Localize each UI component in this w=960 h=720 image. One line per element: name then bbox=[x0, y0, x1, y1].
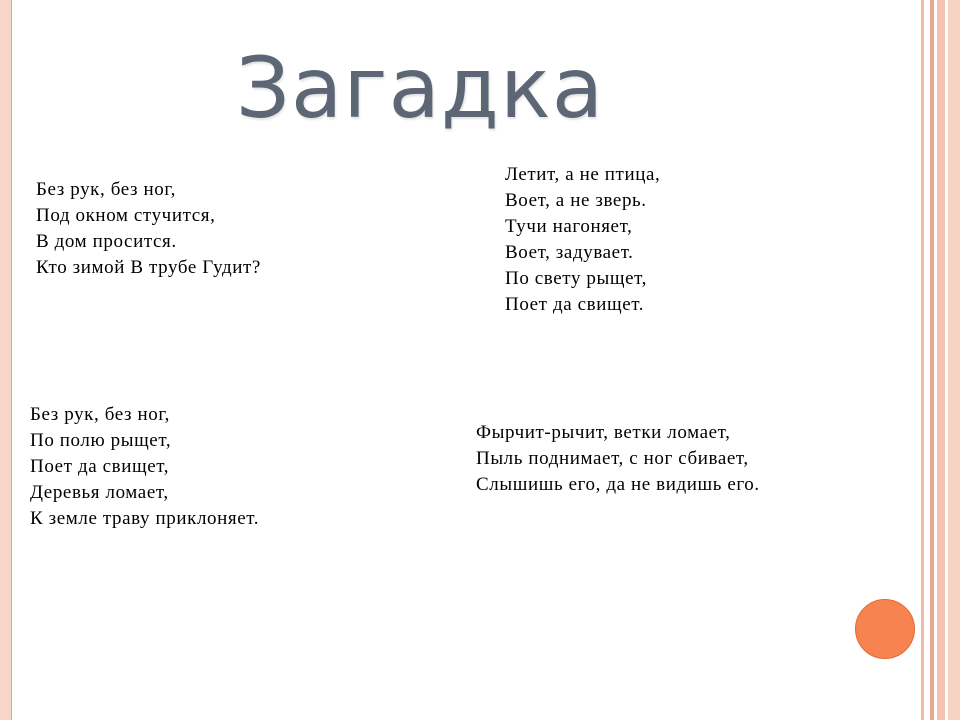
riddle-line: По полю рыщет, bbox=[30, 430, 172, 451]
riddle-line: Воет, а не зверь. bbox=[505, 190, 647, 211]
riddle-line: Поет да свищет. bbox=[505, 294, 645, 315]
riddle-line: Летит, а не птица, bbox=[505, 164, 661, 185]
riddle-line: К земле траву приклоняет. bbox=[30, 508, 260, 529]
riddle-line: Воет, задувает. bbox=[505, 242, 634, 263]
riddle-line: Поет да свищет, bbox=[30, 456, 170, 477]
riddle-line: Деревья ломает, bbox=[30, 482, 169, 503]
riddle-4 bbox=[476, 420, 760, 498]
riddle-line: По свету рыщет, bbox=[505, 268, 647, 289]
riddle-3 bbox=[30, 402, 259, 532]
riddle-line: Без рук, без ног, bbox=[30, 404, 170, 425]
riddle-line: Без рук, без ног, bbox=[36, 179, 176, 200]
riddle-2 bbox=[505, 162, 660, 318]
riddle-line: Слышишь его, да не видишь его. bbox=[476, 474, 760, 495]
riddle-line: Кто зимой В трубе Гудит? bbox=[36, 257, 261, 278]
riddle-line: Пыль поднимает, с ног сбивает, bbox=[476, 448, 749, 469]
riddle-line: Под окном стучится, bbox=[36, 205, 216, 226]
riddle-line: В дом просится. bbox=[36, 231, 177, 252]
right-decorative-stripe bbox=[937, 0, 945, 720]
left-decorative-border bbox=[0, 0, 12, 720]
orange-circle-decoration bbox=[855, 599, 915, 659]
riddle-line: Тучи нагоняет, bbox=[505, 216, 633, 237]
riddle-1 bbox=[36, 177, 261, 281]
slide-title: Загадка bbox=[236, 39, 605, 137]
riddle-line: Фырчит-рычит, ветки ломает, bbox=[476, 422, 731, 443]
right-decorative-stripe bbox=[948, 0, 960, 720]
